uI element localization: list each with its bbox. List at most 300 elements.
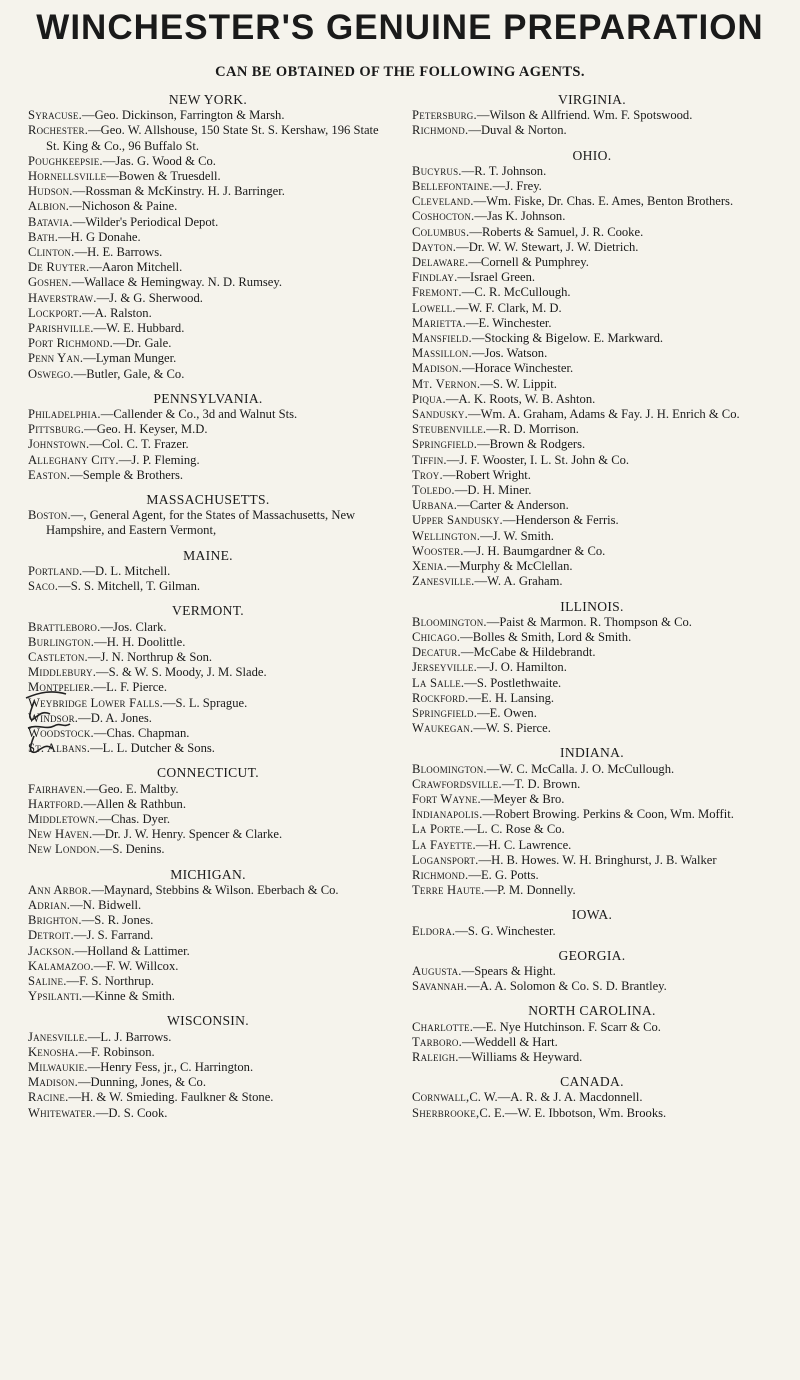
town-name: Coshocton.	[412, 209, 475, 224]
agent-entry	[28, 1060, 388, 1075]
agent-entry	[28, 883, 388, 898]
town-name: Crawfordsville.	[412, 776, 502, 791]
agent-entry	[28, 620, 388, 635]
agent-entry	[28, 437, 388, 452]
agent-names: —Chas. Chapman.	[93, 725, 190, 740]
town-name: Racine.	[28, 1090, 69, 1105]
town-name: Xenia.	[412, 559, 447, 574]
town-name: New London.	[28, 842, 100, 857]
agent-entry	[28, 215, 388, 230]
town-name: Bucyrus.	[412, 163, 462, 178]
agent-names: —S. Postlethwaite.	[464, 675, 562, 690]
agent-entry	[28, 711, 388, 726]
agent-entry	[28, 1045, 388, 1060]
agent-entry	[412, 1090, 772, 1105]
agent-entry	[412, 1050, 772, 1065]
agent-names: —Wm. Fiske, Dr. Chas. E. Ames, Benton Brothers.	[473, 194, 734, 209]
agent-names: —Robert Browing. Perkins & Coon, Wm. Moffit.	[482, 807, 734, 822]
agent-entry	[412, 762, 772, 777]
agent-names: —E. Winchester.	[465, 315, 552, 330]
agent-entry	[412, 853, 772, 868]
agent-entry	[412, 225, 772, 240]
town-name: Cleveland.	[412, 194, 474, 209]
agent-entry	[412, 377, 772, 392]
town-name: Windsor.	[28, 710, 79, 725]
town-name: La Salle.	[412, 675, 465, 690]
agent-names: —Israel Green.	[457, 270, 536, 285]
agent-names: —E. H. Lansing.	[468, 690, 555, 705]
agent-names: —L. J. Barrows.	[87, 1029, 172, 1044]
agent-entry	[28, 579, 388, 594]
agent-names: —W. C. McCalla. J. O. McCullough.	[486, 761, 675, 776]
agent-names: —Maynard, Stebbins & Wilson. Eberbach & Co.	[91, 882, 339, 897]
agent-entry	[28, 635, 388, 650]
agent-entry	[28, 169, 388, 184]
agent-names: —Wilson & Allfriend. Wm. F. Spotswood.	[476, 108, 693, 123]
town-name: Bloomington.	[412, 761, 487, 776]
agent-names: —F. S. Northrup.	[66, 973, 155, 988]
agent-names: —H. E. Barrows.	[74, 245, 163, 260]
agent-names: —S. & W. S. Moody, J. M. Slade.	[96, 665, 267, 680]
agent-entry	[412, 630, 772, 645]
town-name: Waukegan.	[412, 721, 474, 736]
agent-names: —Bowen & Truesdell.	[106, 169, 221, 184]
agent-entry	[28, 1090, 388, 1105]
agent-names: —W. S. Pierce.	[473, 721, 551, 736]
town-name: Batavia.	[28, 214, 73, 229]
agent-entry	[412, 498, 772, 513]
town-name: Penn Yan.	[28, 351, 84, 366]
agent-names: —R. D. Morrison.	[486, 422, 579, 437]
agent-names: —J. P. Fleming.	[118, 452, 200, 467]
agent-names: —Williams & Heyward.	[458, 1049, 583, 1064]
agent-entry	[28, 407, 388, 422]
town-name: Dayton.	[412, 239, 457, 254]
agent-names: —Semple & Brothers.	[70, 467, 184, 482]
agent-entry	[412, 1106, 772, 1121]
agent-entry	[412, 301, 772, 316]
town-name: Jackson.	[28, 943, 75, 958]
town-name: Albion.	[28, 199, 70, 214]
town-name: Hartford.	[28, 796, 84, 811]
agent-names: —Paist & Marmon. R. Thompson & Co.	[486, 614, 692, 629]
agent-entry	[412, 108, 772, 123]
agent-entry	[28, 959, 388, 974]
town-name: Springfield.	[412, 437, 478, 452]
agent-names: —Henry Fess, jr., C. Harrington.	[87, 1059, 254, 1074]
agent-entry	[28, 680, 388, 695]
town-name: Bloomington.	[412, 614, 487, 629]
town-name: Wellington.	[412, 528, 481, 543]
agent-names: —W. A. Graham.	[474, 574, 563, 589]
town-name: Kalamazoo.	[28, 958, 94, 973]
agent-entry	[412, 392, 772, 407]
agent-names: —, General Agent, for the States of Massachusetts, New Hampshire, and Eastern Vermont,	[46, 508, 356, 538]
state-heading: IOWA.	[571, 907, 613, 923]
town-name: Weybridge Lower Falls.	[28, 695, 163, 710]
town-name: Troy.	[412, 467, 443, 482]
agent-names: —A. K. Roots, W. B. Ashton.	[445, 391, 596, 406]
agent-names: —T. D. Brown.	[501, 776, 581, 791]
agent-names: —S. G. Winchester.	[455, 923, 556, 938]
town-name: Bath.	[28, 229, 59, 244]
agent-names: —Bolles & Smith, Lord & Smith.	[460, 629, 632, 644]
town-name: Savannah.	[412, 979, 468, 994]
agent-entry	[412, 255, 772, 270]
agent-entry	[412, 361, 772, 376]
agent-names: —S. L. Sprague.	[162, 695, 248, 710]
agent-entry	[412, 574, 772, 589]
town-name: Johnstown.	[28, 437, 90, 452]
town-name: Rockford.	[412, 690, 469, 705]
agent-entry	[412, 468, 772, 483]
agent-names: —Geo. E. Maltby.	[86, 781, 179, 796]
agent-entry	[412, 164, 772, 179]
page-title: WINCHESTER'S GENUINE PREPARATION	[36, 8, 764, 47]
town-name: Delaware.	[412, 255, 469, 270]
town-name: Terre Haute.	[412, 883, 485, 898]
town-name: Pittsburg.	[28, 422, 85, 437]
agent-entry	[412, 615, 772, 630]
town-name: Lockport.	[28, 305, 83, 320]
agent-entry	[412, 1020, 772, 1035]
town-name: Burlington.	[28, 634, 95, 649]
agent-names: —E. G. Potts.	[468, 867, 539, 882]
agent-entry	[412, 822, 772, 837]
town-name: Rochester.	[28, 123, 89, 138]
town-name: Montpelier.	[28, 680, 94, 695]
town-name: Syracuse.	[28, 108, 82, 123]
agent-entry	[412, 316, 772, 331]
agent-names: —H. G Donahe.	[58, 229, 141, 244]
agent-entry	[28, 199, 388, 214]
town-name: Sherbrooke,	[412, 1105, 480, 1120]
agent-entry	[412, 331, 772, 346]
town-name: Bellefontaine.	[412, 179, 493, 194]
town-name: Clinton.	[28, 245, 75, 260]
agent-names: —Allen & Rathbun.	[83, 796, 187, 811]
town-name: Easton.	[28, 467, 71, 482]
agent-names: —F. W. Willcox.	[93, 958, 179, 973]
agent-names: —N. Bidwell.	[70, 897, 142, 912]
agent-names: —Nichoson & Paine.	[69, 199, 178, 214]
agent-entry	[28, 564, 388, 579]
agent-names: —Col. C. T. Frazer.	[89, 437, 189, 452]
agent-entry	[28, 275, 388, 290]
agent-entry	[28, 1030, 388, 1045]
agent-names: —Geo. W. Allshouse, 150 State St. S. Kershaw, 196 State St. King & Co., 96 Buffalo St.	[46, 123, 379, 153]
agent-entry	[412, 868, 772, 883]
town-name: Philadelphia.	[28, 407, 101, 422]
agent-names: —A. Ralston.	[82, 305, 152, 320]
agent-entry	[412, 529, 772, 544]
town-name: Columbus.	[412, 224, 470, 239]
town-name: Port Richmond.	[28, 336, 113, 351]
agent-names: —Weddell & Hart.	[461, 1034, 558, 1049]
agent-names: —S. R. Jones.	[81, 913, 154, 928]
agent-entry	[28, 696, 388, 711]
agent-names: —J. F. Wooster, I. L. St. John & Co.	[446, 452, 630, 467]
town-name: Cornwall,	[412, 1090, 470, 1105]
agent-names: —J. H. Baumgardner & Co.	[463, 543, 606, 558]
town-name: Lowell.	[412, 300, 456, 315]
agent-names: —F. Robinson.	[78, 1044, 155, 1059]
agent-entry	[412, 437, 772, 452]
town-name: Ann Arbor.	[28, 882, 92, 897]
agent-names: —Dunning, Jones, & Co.	[77, 1075, 206, 1090]
agent-names: —W. F. Clark, M. D.	[455, 300, 562, 315]
town-name: Madison.	[28, 1075, 78, 1090]
agent-entry	[28, 650, 388, 665]
agent-entry	[28, 422, 388, 437]
town-name: Upper Sandusky.	[412, 513, 503, 528]
agent-names: —Chas. Dyer.	[98, 811, 171, 826]
agent-entry	[412, 209, 772, 224]
town-name: Fort Wayne.	[412, 791, 481, 806]
agent-names: —Dr. J. W. Henry. Spencer & Clarke.	[92, 827, 283, 842]
agent-entry	[28, 913, 388, 928]
agent-entry	[28, 1106, 388, 1121]
agent-names: —S. S. Mitchell, T. Gilman.	[58, 579, 201, 594]
agent-entry	[28, 842, 388, 857]
agent-entry	[28, 336, 388, 351]
agent-names: —Butler, Gale, & Co.	[73, 366, 185, 381]
town-name: Kenosha.	[28, 1044, 79, 1059]
agent-names: —J. N. Northrup & Son.	[87, 649, 213, 664]
agent-names: —Stocking & Bigelow. E. Markward.	[471, 331, 664, 346]
agent-names: —Callender & Co., 3d and Walnut Sts.	[100, 407, 298, 422]
agent-names: —Brown & Rodgers.	[477, 437, 586, 452]
town-name: Marietta.	[412, 315, 466, 330]
town-name: Richmond.	[412, 123, 469, 138]
agent-entry	[28, 321, 388, 336]
agent-names: —H. H. Doolittle.	[94, 634, 186, 649]
town-name: St. Albans.	[28, 741, 91, 756]
agent-entry	[412, 1035, 772, 1050]
agent-entry	[28, 508, 388, 538]
town-name: De Ruyter.	[28, 260, 90, 275]
agent-entry	[412, 979, 772, 994]
agent-entry	[28, 989, 388, 1004]
town-name: Decatur.	[412, 645, 461, 660]
town-name: Castleton.	[28, 649, 88, 664]
agent-names: —Kinne & Smith.	[82, 989, 175, 1004]
town-name: Springfield.	[412, 705, 478, 720]
agent-entry	[28, 351, 388, 366]
state-heading: PENNSYLVANIA.	[153, 390, 263, 406]
agent-names: —Horace Winchester.	[461, 361, 574, 376]
town-name: Detroit.	[28, 928, 74, 943]
agent-names: —D. S. Cook.	[95, 1105, 168, 1120]
town-name: La Porte.	[412, 822, 465, 837]
town-name: Richmond.	[412, 867, 469, 882]
agent-entry	[28, 782, 388, 797]
agent-names: —Cornell & Pumphrey.	[468, 255, 589, 270]
town-name: Haverstraw.	[28, 290, 97, 305]
town-name: Charlotte.	[412, 1019, 474, 1034]
town-name: Alleghany City.	[28, 452, 119, 467]
agent-entry	[412, 645, 772, 660]
agent-entry	[412, 964, 772, 979]
agent-entry	[412, 559, 772, 574]
town-name: Mansfield.	[412, 331, 472, 346]
town-name: Piqua.	[412, 391, 446, 406]
agent-names: —Jas K. Johnson.	[474, 209, 566, 224]
town-name: New Haven.	[28, 827, 93, 842]
town-name: Saline.	[28, 973, 67, 988]
agent-names: —Dr. Gale.	[112, 336, 172, 351]
agents-column-right	[412, 92, 772, 1121]
town-name: Sandusky.	[412, 407, 468, 422]
town-name: Tiffin.	[412, 452, 447, 467]
agent-names: —Geo. Dickinson, Farrington & Marsh.	[81, 108, 285, 123]
town-name: Adrian.	[28, 897, 71, 912]
agent-entry	[412, 346, 772, 361]
town-name: Janesville.	[28, 1029, 88, 1044]
agent-entry	[28, 230, 388, 245]
town-name: Brattleboro.	[28, 619, 101, 634]
town-name: Raleigh.	[412, 1049, 459, 1064]
agent-entry	[412, 194, 772, 209]
agent-entry	[28, 827, 388, 842]
town-name: Brighton.	[28, 913, 82, 928]
agent-entry	[412, 513, 772, 528]
town-name: Middletown.	[28, 811, 99, 826]
agent-names: —C. R. McCullough.	[461, 285, 571, 300]
agent-entry	[28, 797, 388, 812]
agent-entry	[412, 123, 772, 138]
agent-names: —L. L. Dutcher & Sons.	[90, 741, 215, 756]
town-name: Middlebury.	[28, 665, 97, 680]
town-name: Fairhaven.	[28, 781, 86, 796]
state-heading: VIRGINIA.	[557, 92, 626, 107]
state-heading: MASSACHUSETTS.	[146, 492, 270, 508]
agent-entry	[28, 898, 388, 913]
agent-entry	[412, 179, 772, 194]
agent-names: —Dr. W. W. Stewart, J. W. Dietrich.	[456, 239, 639, 254]
agent-entry	[412, 453, 772, 468]
state-heading: MICHIGAN.	[170, 866, 246, 882]
state-heading: VERMONT.	[171, 603, 244, 619]
town-name: Toledo.	[412, 483, 455, 498]
agent-entry	[28, 726, 388, 741]
state-heading: OHIO.	[572, 147, 612, 163]
state-heading: GEORGIA.	[558, 947, 626, 963]
town-name: Logansport.	[412, 852, 479, 867]
town-name: Urbana.	[412, 498, 458, 513]
state-heading: MAINE.	[183, 547, 233, 563]
agent-entry	[412, 285, 772, 300]
agent-entry	[412, 660, 772, 675]
agent-names: —Jas. G. Wood & Co.	[102, 153, 216, 168]
agent-names: C. E.—W. E. Ibbotson, Wm. Brooks.	[479, 1105, 667, 1120]
agent-entry	[28, 665, 388, 680]
town-name: Tarboro.	[412, 1034, 462, 1049]
agent-names: —Geo. H. Keyser, M.D.	[84, 422, 208, 437]
state-heading: NORTH CAROLINA.	[528, 1003, 656, 1019]
agent-names: —E. Nye Hutchinson. F. Scarr & Co.	[473, 1019, 661, 1034]
agent-entry	[412, 721, 772, 736]
agent-names: —D. A. Jones.	[78, 710, 152, 725]
town-name: Wooster.	[412, 543, 464, 558]
agent-names: —Wilder's Periodical Depot.	[72, 214, 219, 229]
agent-names: —J. O. Hamilton.	[476, 660, 567, 675]
agent-entry	[412, 777, 772, 792]
town-name: Goshen.	[28, 275, 72, 290]
agent-names: —W. E. Hubbard.	[93, 321, 185, 336]
agent-names: —S. W. Lippit.	[480, 376, 557, 391]
town-name: Findlay.	[412, 270, 458, 285]
town-name: Hornellsville	[28, 169, 107, 184]
agent-names: —Lyman Munger.	[83, 351, 177, 366]
agent-entry	[28, 1075, 388, 1090]
agent-entry	[412, 883, 772, 898]
town-name: Indianapolis.	[412, 807, 483, 822]
agent-entry	[412, 422, 772, 437]
agent-entry	[412, 240, 772, 255]
agent-names: —Holland & Lattimer.	[74, 943, 190, 958]
agent-names: —Jos. Watson.	[471, 346, 548, 361]
town-name: Madison.	[412, 361, 462, 376]
agent-names: —Wm. A. Graham, Adams & Fay. J. H. Enrich & Co.	[467, 407, 740, 422]
agent-names: —A. A. Solomon & Co. S. D. Brantley.	[467, 979, 667, 994]
town-name: Mt. Vernon.	[412, 376, 481, 391]
agent-entry	[28, 245, 388, 260]
agent-entry	[412, 676, 772, 691]
agent-names: —Jos. Clark.	[100, 619, 167, 634]
agent-entry	[28, 291, 388, 306]
town-name: Zanesville.	[412, 574, 475, 589]
town-name: Chicago.	[412, 629, 461, 644]
agent-names: —Aaron Mitchell.	[89, 260, 183, 275]
agent-entry	[28, 944, 388, 959]
town-name: Poughkeepsie.	[28, 153, 103, 168]
agent-entry	[412, 407, 772, 422]
town-name: Eldora.	[412, 923, 456, 938]
agent-entry	[28, 974, 388, 989]
agent-names: —J. S. Farrand.	[73, 928, 154, 943]
agent-names: —Spears & Hight.	[461, 963, 556, 978]
agent-entry	[412, 706, 772, 721]
state-heading: WISCONSIN.	[167, 1013, 249, 1029]
town-name: Milwaukie.	[28, 1059, 88, 1074]
state-heading: NEW YORK.	[168, 92, 248, 107]
agent-names: —J. W. Smith.	[480, 528, 554, 543]
agent-names: C. W.—A. R. & J. A. Macdonnell.	[469, 1090, 643, 1105]
agent-names: —Robert Wright.	[442, 467, 531, 482]
agent-entry	[28, 306, 388, 321]
agent-names: —Roberts & Samuel, J. R. Cooke.	[469, 224, 644, 239]
agent-names: —D. L. Mitchell.	[82, 563, 171, 578]
agent-entry	[412, 544, 772, 559]
agent-entry	[28, 260, 388, 275]
town-name: Oswego.	[28, 366, 74, 381]
agent-names: —R. T. Johnson.	[461, 163, 547, 178]
town-name: Steubenville.	[412, 422, 487, 437]
agent-names: —McCabe & Hildebrandt.	[460, 645, 596, 660]
agent-names: —Rossman & McKinstry. H. J. Barringer.	[72, 184, 285, 199]
agent-names: —E. Owen.	[477, 705, 537, 720]
agent-names: —H. & W. Smieding. Faulkner & Stone.	[68, 1090, 274, 1105]
agent-entry	[28, 812, 388, 827]
agent-entry	[28, 468, 388, 483]
agent-entry	[412, 924, 772, 939]
town-name: Jerseyville.	[412, 660, 477, 675]
town-name: Petersburg.	[412, 108, 477, 123]
state-heading: INDIANA.	[560, 745, 624, 761]
agent-names: —Wallace & Hemingway. N. D. Rumsey.	[71, 275, 283, 290]
agent-names: —D. H. Miner.	[454, 483, 532, 498]
